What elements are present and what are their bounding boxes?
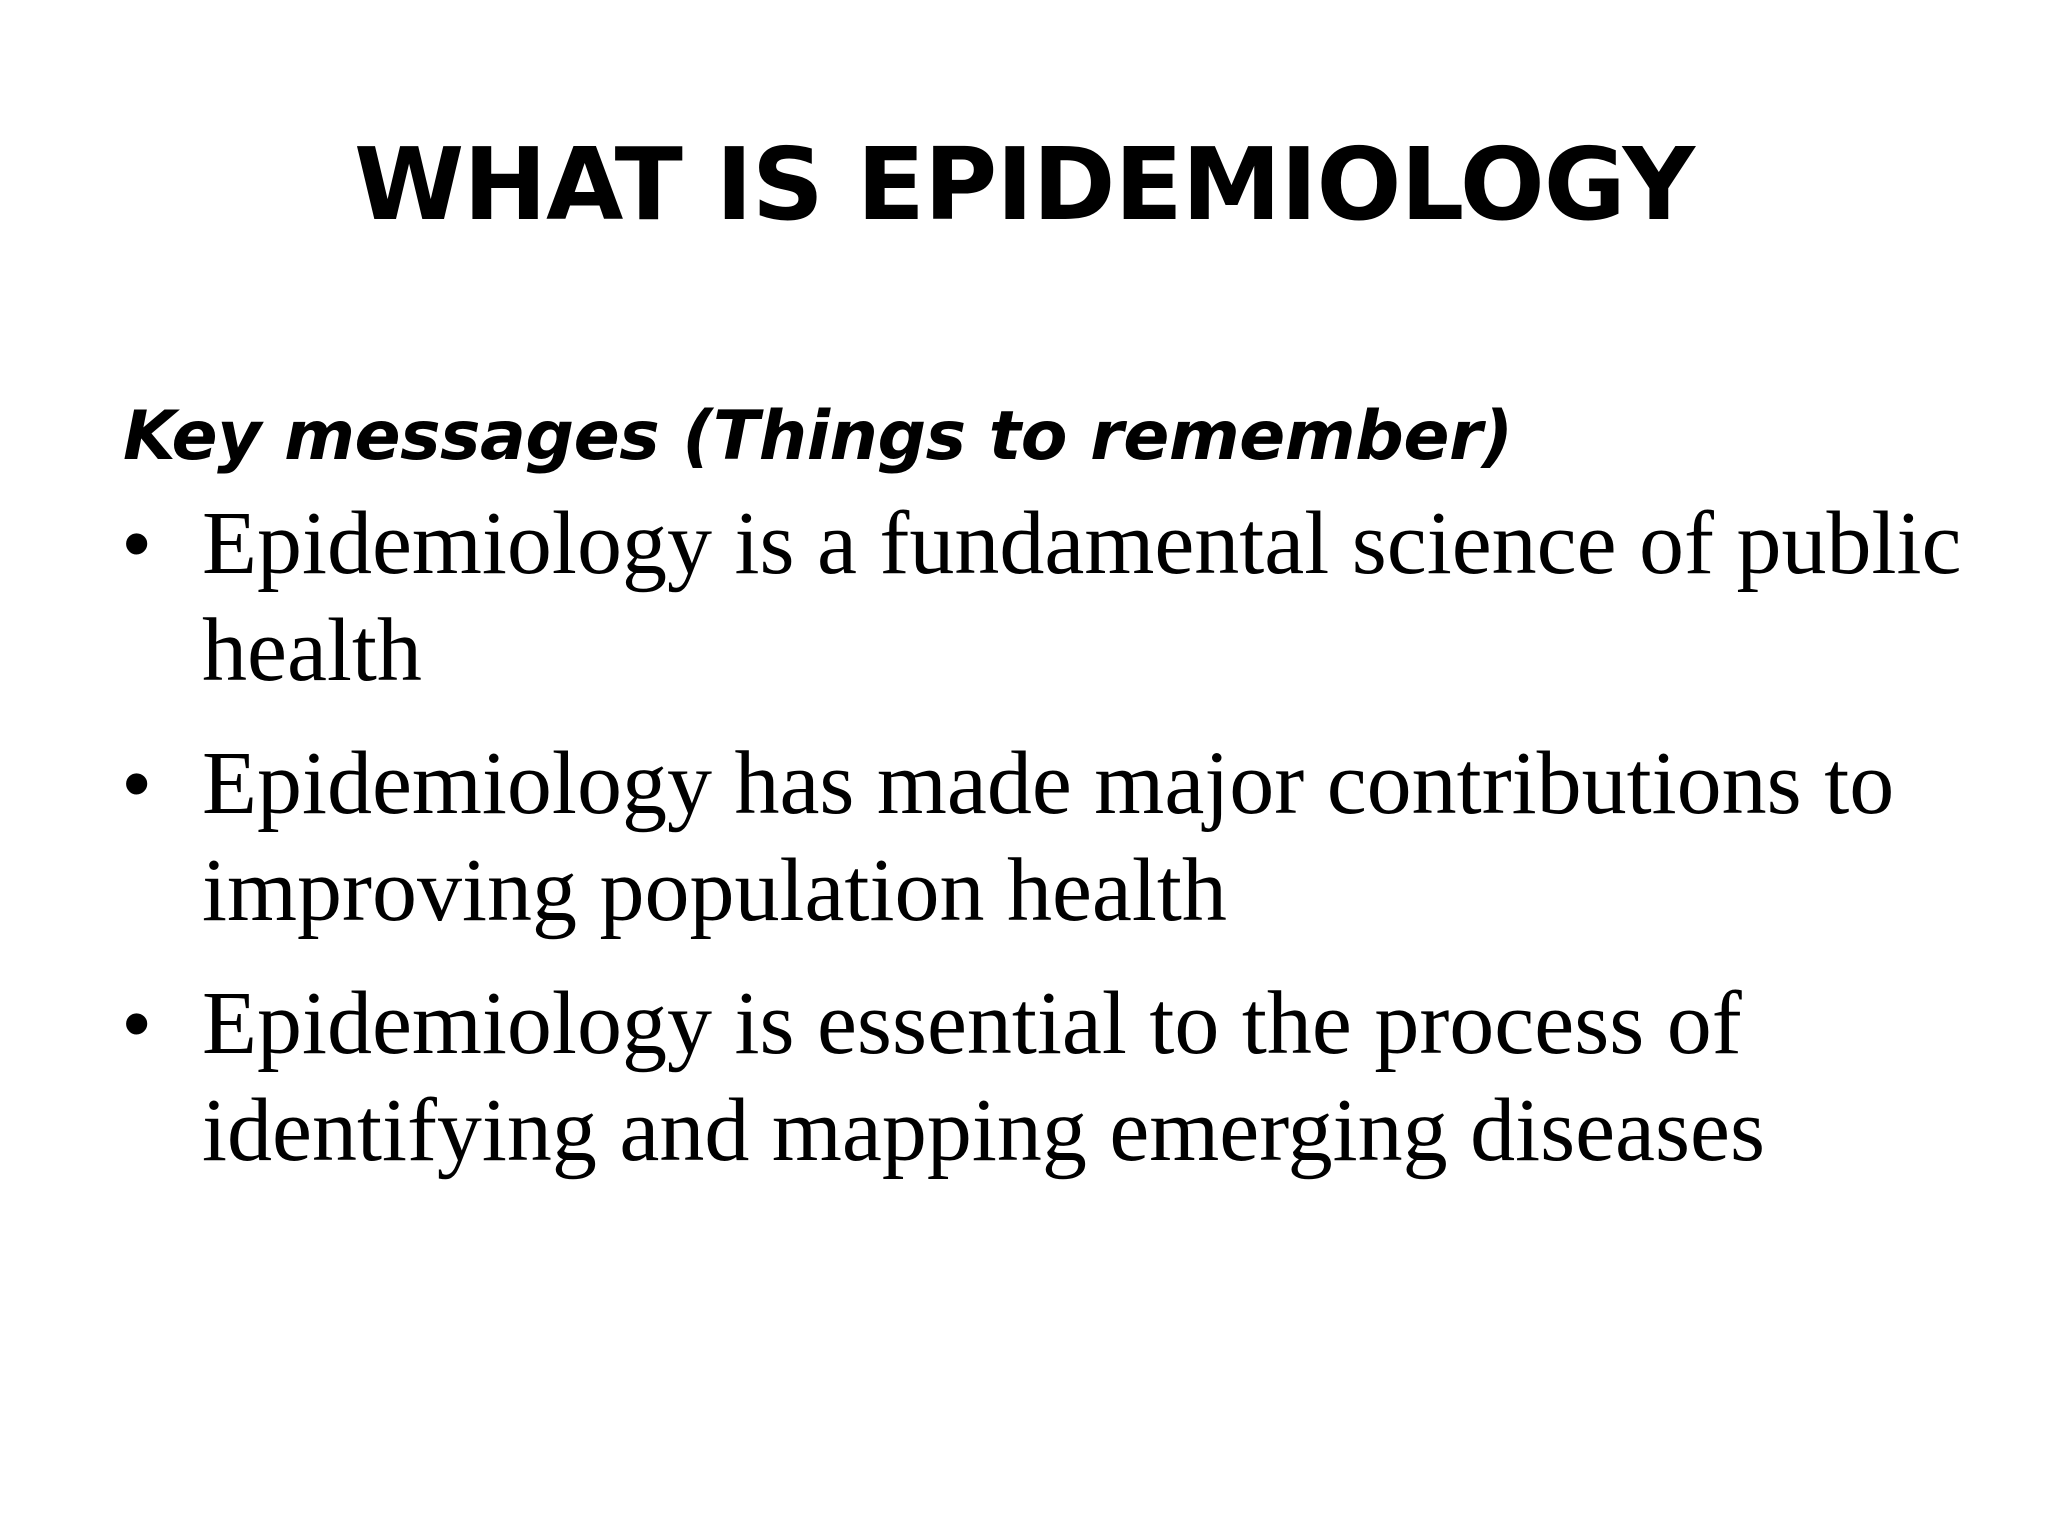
- slide-content: [123, 398, 1983, 1210]
- bullet-text: Epidemiology is a fundamental science of public health: [202, 494, 1962, 701]
- bullet-item: [123, 970, 1992, 1184]
- bullet-text: Epidemiology has made major contributions to improving population health: [202, 734, 1895, 941]
- bullet-text: Epidemiology is essential to the process of identifying and mapping emerging diseases: [202, 974, 1766, 1181]
- slide-title: WHAT IS EPIDEMIOLOGY: [353, 126, 1694, 243]
- bullet-icon: •: [123, 499, 151, 588]
- key-messages-heading: Key messages (Things to remember): [123, 397, 1513, 476]
- bullet-icon: •: [123, 739, 151, 828]
- bullet-item: [123, 490, 1992, 704]
- bullet-icon: •: [123, 979, 151, 1068]
- bullet-item: [123, 730, 1992, 944]
- bullet-list: [123, 490, 1983, 1184]
